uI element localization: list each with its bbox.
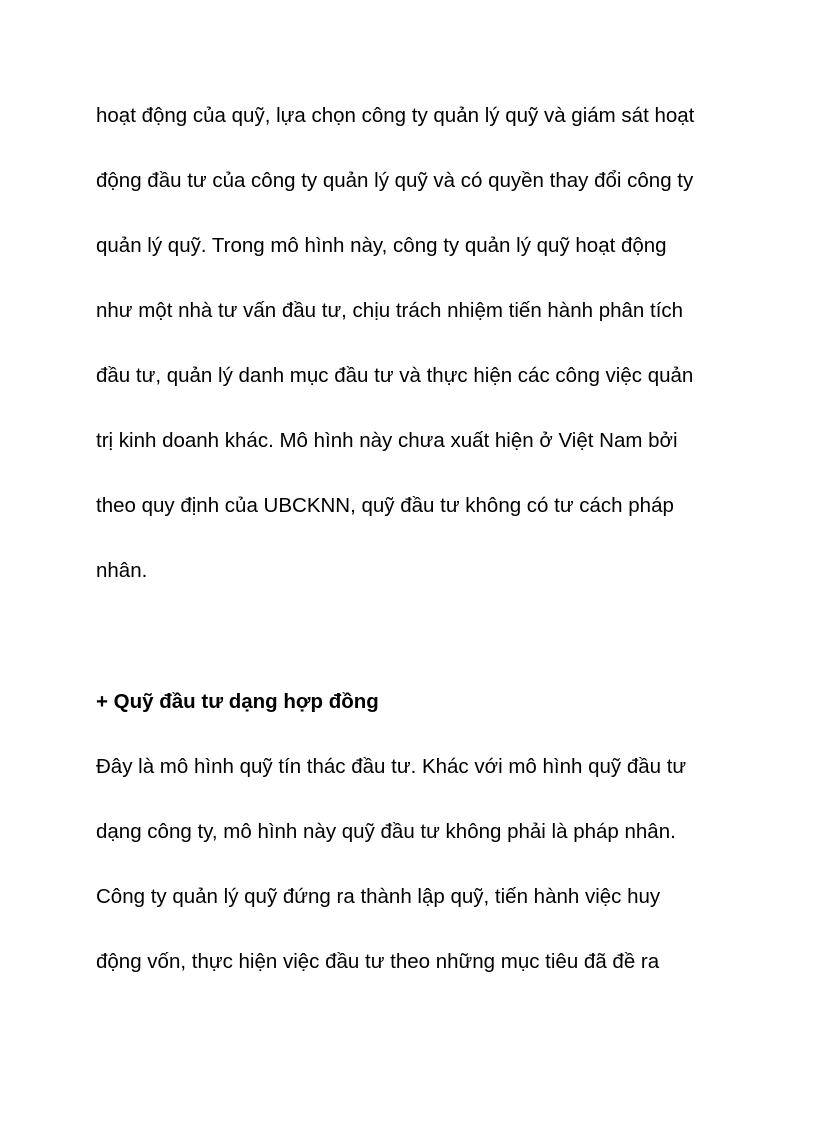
paragraph-2-line-3: Công ty quản lý quỹ đứng ra thành lập quỹ, tiến hành việc huy <box>96 885 661 908</box>
paragraph-2-line-4: động vốn, thực hiện việc đầu tư theo những mục tiêu đã đề ra <box>96 950 660 973</box>
paragraph-1-line-4: như một nhà tư vấn đầu tư, chịu trách nhiệm tiến hành phân tích <box>96 299 684 322</box>
paragraph-2-line-1: Đây là mô hình quỹ tín thác đầu tư. Khác với mô hình quỹ đầu tư <box>96 755 687 778</box>
section-heading: + Quỹ đầu tư dạng hợp đồng <box>96 690 379 713</box>
paragraph-1-line-3: quản lý quỹ. Trong mô hình này, công ty quản lý quỹ hoạt động <box>96 234 667 257</box>
paragraph-1-line-8: nhân. <box>96 559 148 582</box>
paragraph-1-line-1: hoạt động của quỹ, lựa chọn công ty quản lý quỹ và giám sát hoạt <box>96 104 695 127</box>
paragraph-1-line-5: đầu tư, quản lý danh mục đầu tư và thực hiện các công việc quản <box>96 364 694 387</box>
paragraph-1-line-2: động đầu tư của công ty quản lý quỹ và có quyền thay đổi công ty <box>96 169 694 192</box>
paragraph-1-line-6: trị kinh doanh khác. Mô hình này chưa xuất hiện ở Việt Nam bởi <box>96 429 678 452</box>
paragraph-1-line-7: theo quy định của UBCKNN, quỹ đầu tư không có tư cách pháp <box>96 494 674 517</box>
paragraph-2-line-2: dạng công ty, mô hình này quỹ đầu tư không phải là pháp nhân. <box>96 820 676 843</box>
